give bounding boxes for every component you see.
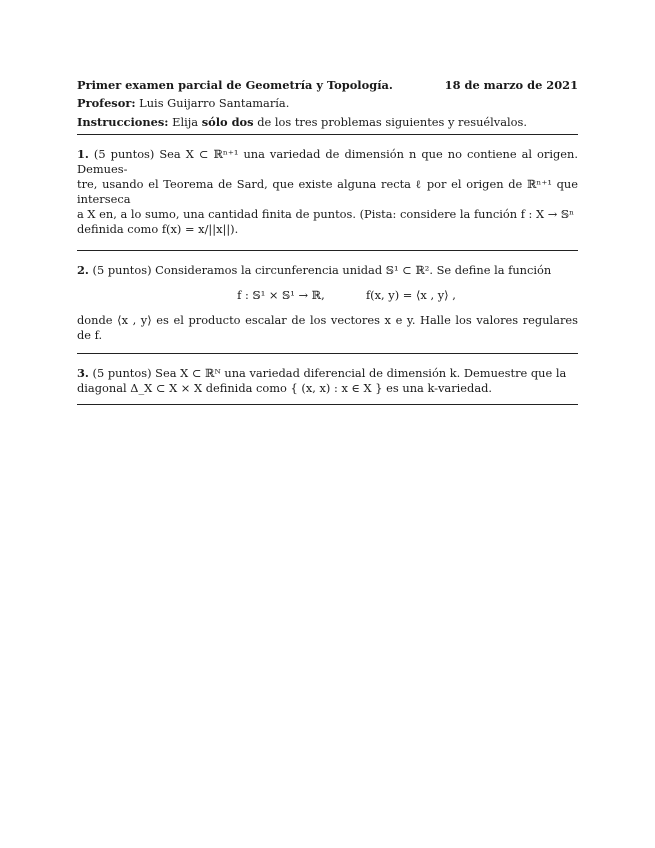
problem-1-line-2: tre, usando el Teorema de Sard, que existe alguna recta ℓ por el origen de ℝⁿ⁺¹ que interseca <box>77 177 578 206</box>
problem-1-number: 1. <box>77 147 89 161</box>
exam-page <box>77 78 578 405</box>
divider-1 <box>77 134 578 135</box>
instr-bold: sólo dos <box>201 115 254 129</box>
problem-3-number: 3. <box>77 366 89 380</box>
profesor-line <box>77 96 578 111</box>
profesor-name: Luis Guijarro Santamaría. <box>135 96 290 110</box>
problem-2-formula <box>77 288 578 303</box>
formula-map: f : 𝕊¹ × 𝕊¹ → ℝ, <box>237 288 325 302</box>
problem-3-line-1: (5 puntos) Sea X ⊂ ℝᴺ una variedad diferencial de dimensión k. Demuestre que la <box>88 366 567 380</box>
problem-3-line-2: diagonal Δ_X ⊂ X × X definida como { (x, x) : x ∈ X } es una k-variedad. <box>77 381 493 395</box>
divider-3 <box>77 353 578 354</box>
instrucciones-line <box>77 115 578 130</box>
problem-1 <box>77 147 578 237</box>
instrucciones-label: Instrucciones: <box>77 115 169 129</box>
problem-1-line-3: a X en, a lo sumo, una cantidad finita de puntos. (Pista: considere la función f : X → 𝕊ⁿ <box>77 207 575 221</box>
exam-date: 18 de marzo de 2021 <box>444 78 578 92</box>
header-row <box>77 78 578 93</box>
problem-2-line-2: donde ⟨x , y⟩ es el producto escalar de los vectores x e y. Halle los valores regulares de f. <box>77 313 578 342</box>
divider-2 <box>77 250 578 251</box>
problem-3 <box>77 366 578 396</box>
problem-1-line-4: definida como f(x) = x/||x||). <box>77 222 239 236</box>
instr-text-post: de los tres problemas siguientes y resuélvalos. <box>253 115 527 129</box>
instr-text-pre: Elija <box>168 115 202 129</box>
problem-2-number: 2. <box>77 263 89 277</box>
exam-title: Primer examen parcial de Geometría y Topología. <box>77 78 393 92</box>
problem-1-line-1: (5 puntos) Sea X ⊂ ℝⁿ⁺¹ una variedad de dimensión n que no contiene al origen. Demues- <box>77 147 578 176</box>
profesor-label: Profesor: <box>77 96 136 110</box>
problem-2 <box>77 263 578 343</box>
formula-def: f(x, y) = ⟨x , y⟩ , <box>365 288 456 302</box>
divider-4 <box>77 404 578 405</box>
problem-2-line-1: (5 puntos) Consideramos la circunferencia unidad 𝕊¹ ⊂ ℝ². Se define la función <box>88 263 552 277</box>
